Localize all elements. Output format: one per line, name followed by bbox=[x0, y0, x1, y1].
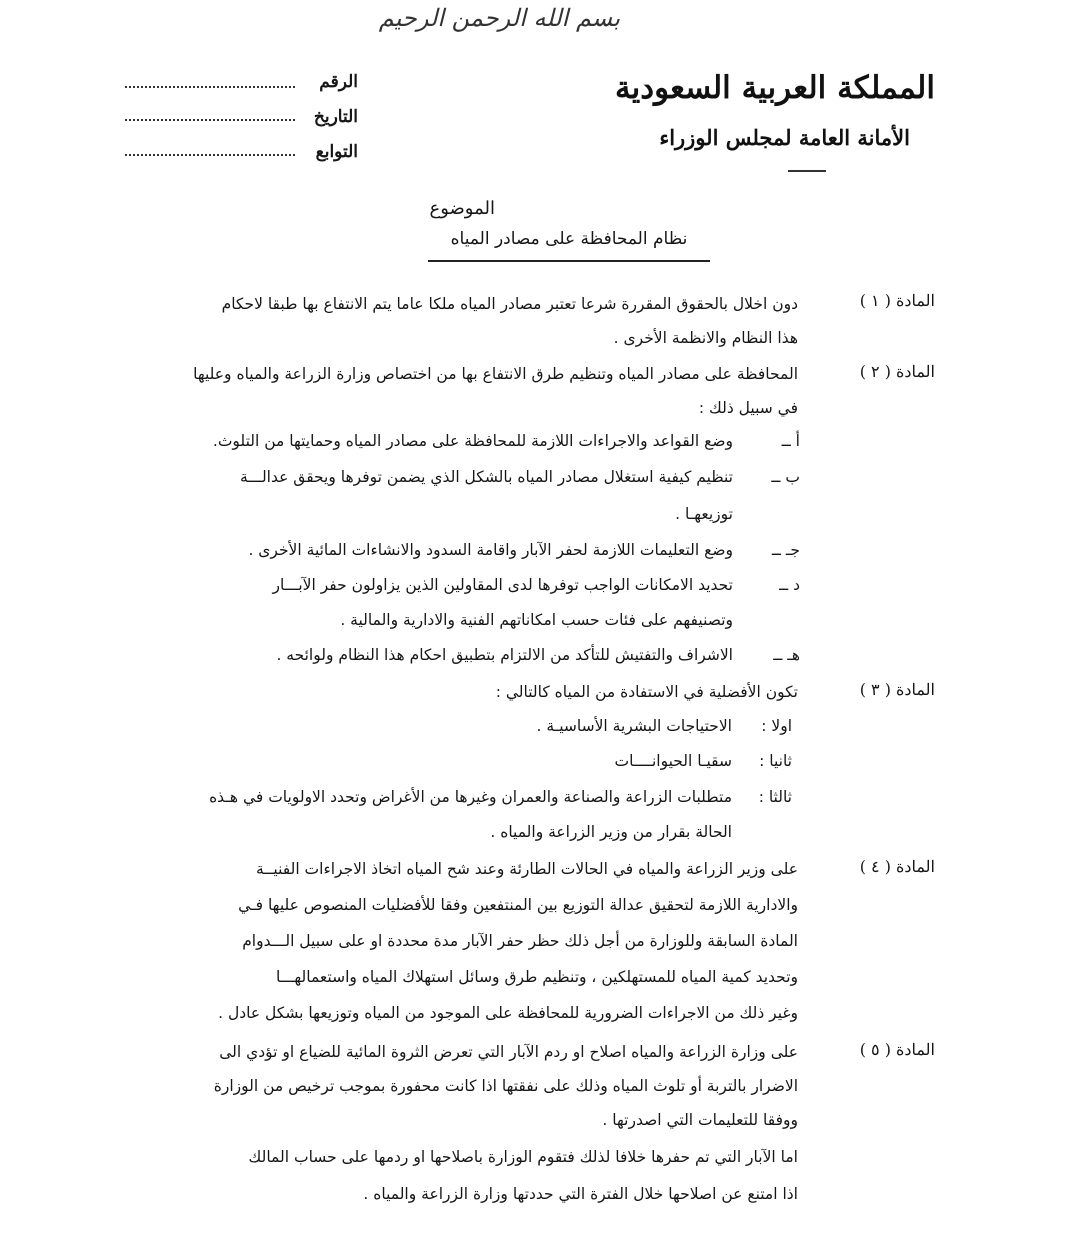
number-field bbox=[125, 86, 295, 88]
article-2-item-b: توزيعهـا . bbox=[675, 505, 733, 523]
article-4-line: وغير ذلك من الاجراءات الضرورية للمحافظة على الموجود من المياه وتوزيعها بشكل عادل . bbox=[218, 1004, 798, 1022]
article-2-item-c-marker: جـ ــ bbox=[771, 541, 800, 559]
article-4-line: وتحديد كمية المياه للمستهلكين ، وتنظيم طرق وسائل استهلاك المياه واستعمالهـــا bbox=[276, 968, 798, 986]
article-3-item-1-marker: اولا : bbox=[761, 717, 792, 735]
article-1-line: دون اخلال بالحقوق المقررة شرعا تعتبر مصادر المياه ملكا عاما يتم الانتفاع بها طبقا لاحكام bbox=[221, 295, 798, 313]
article-2-line: في سبيل ذلك : bbox=[698, 399, 798, 417]
kingdom-title: المملكة العربية السعودية bbox=[615, 70, 935, 106]
article-1-line: هذا النظام والانظمة الأخرى . bbox=[613, 329, 798, 347]
article-2-item-b-marker: ب ــ bbox=[771, 468, 800, 486]
article-2-item-a: وضع القواعد والاجراءات اللازمة للمحافظة على مصادر المياه وحمايتها من التلوث. bbox=[212, 432, 733, 450]
article-5-line: ووفقا للتعليمات التي اصدرتها . bbox=[602, 1111, 798, 1129]
article-2-item-b: تنظيم كيفية استغلال مصادر المياه بالشكل الذي يضمن توفرها ويحقق عدالـــة bbox=[240, 468, 733, 486]
article-5-line: اما الآبار التي تم حفرها خلافا لذلك فتقوم الوزارة باصلاحها او ردمها على حساب المالك bbox=[248, 1148, 798, 1166]
article-4-line: والادارية اللازمة لتحقيق عدالة التوزيع بين المنتفعين وفقا للأفضليات المنصوص عليها فـي bbox=[238, 896, 798, 914]
secretariat-title: الأمانة العامة لمجلس الوزراء bbox=[659, 125, 910, 150]
article-2-item-a-marker: أ ــ bbox=[781, 432, 800, 450]
article-3-item-1: الاحتياجات البشرية الأساسيـة . bbox=[536, 717, 732, 735]
attachments-label: التوابع bbox=[315, 142, 358, 162]
article-2-label: المادة ( ٢ ) bbox=[859, 362, 935, 381]
date-label: التاريخ bbox=[313, 107, 358, 127]
basmala: بسم الله الرحمن الرحيم bbox=[378, 4, 620, 32]
header-divider bbox=[788, 170, 826, 172]
article-3-item-3-marker: ثالثا : bbox=[758, 788, 792, 806]
article-3-item-3: الحالة بقرار من وزير الزراعة والمياه . bbox=[490, 823, 732, 841]
article-2-item-d-marker: د ــ bbox=[779, 576, 800, 594]
article-2-item-c: وضع التعليمات اللازمة لحفر الآبار واقامة السدود والانشاءات المائية الأخرى . bbox=[248, 541, 733, 559]
article-3-item-2: سقيـا الحيوانــــات bbox=[614, 752, 732, 770]
article-2-item-e-marker: هـ ــ bbox=[773, 646, 800, 664]
article-3-item-3: متطلبات الزراعة والصناعة والعمران وغيرها من الأغراض وتحدد الاولويات في هـذه bbox=[209, 788, 732, 806]
article-5-label: المادة ( ٥ ) bbox=[859, 1040, 935, 1059]
attachments-field bbox=[125, 154, 295, 156]
article-4-line: على وزير الزراعة والمياه في الحالات الطارئة وعند شح المياه اتخاذ الاجراءات الفنيــة bbox=[256, 860, 798, 878]
number-label: الرقم bbox=[319, 72, 358, 92]
article-1-label: المادة ( ١ ) bbox=[859, 291, 935, 310]
article-4-label: المادة ( ٤ ) bbox=[859, 857, 935, 876]
article-5-line: على وزارة الزراعة والمياه اصلاح او ردم الآبار التي تعرض الثروة المائية للضياع او تؤدي الى bbox=[219, 1043, 798, 1061]
article-5-line: الاضرار بالتربة أو تلوث المياه وذلك على نفقتها اذا كانت محفورة بموجب ترخيص من الوزارة bbox=[213, 1077, 798, 1095]
article-3-line: تكون الأفضلية في الاستفادة من المياه كالتالي : bbox=[495, 683, 798, 701]
article-4-line: المادة السابقة وللوزارة من أجل ذلك حظر حفر الآبار مدة محددة او على سبيل الـــدوام bbox=[242, 932, 798, 950]
subject-label: الموضوع bbox=[429, 198, 495, 219]
article-3-item-2-marker: ثانيا : bbox=[759, 752, 792, 770]
article-3-label: المادة ( ٣ ) bbox=[859, 680, 935, 699]
article-5-line: اذا امتنع عن اصلاحها خلال الفترة التي حددتها وزارة الزراعة والمياه . bbox=[363, 1185, 798, 1203]
article-2-line: المحافظة على مصادر المياه وتنظيم طرق الانتفاع بها من اختصاص وزارة الزراعة والمياه وعليها bbox=[193, 365, 798, 383]
article-2-item-e: الاشراف والتفتيش للتأكد من الالتزام بتطبيق احكام هذا النظام ولوائحه . bbox=[276, 646, 733, 664]
article-2-item-d: وتصنيفهم على فئات حسب امكاناتهم الفنية والادارية والمالية . bbox=[340, 611, 733, 629]
subject-underline bbox=[428, 260, 710, 262]
subject-title: نظام المحافظة على مصادر المياه bbox=[450, 229, 688, 249]
article-2-item-d: تحديد الامكانات الواجب توفرها لدى المقاولين الذين يزاولون حفر الآبـــار bbox=[272, 576, 733, 594]
date-field bbox=[125, 119, 295, 121]
